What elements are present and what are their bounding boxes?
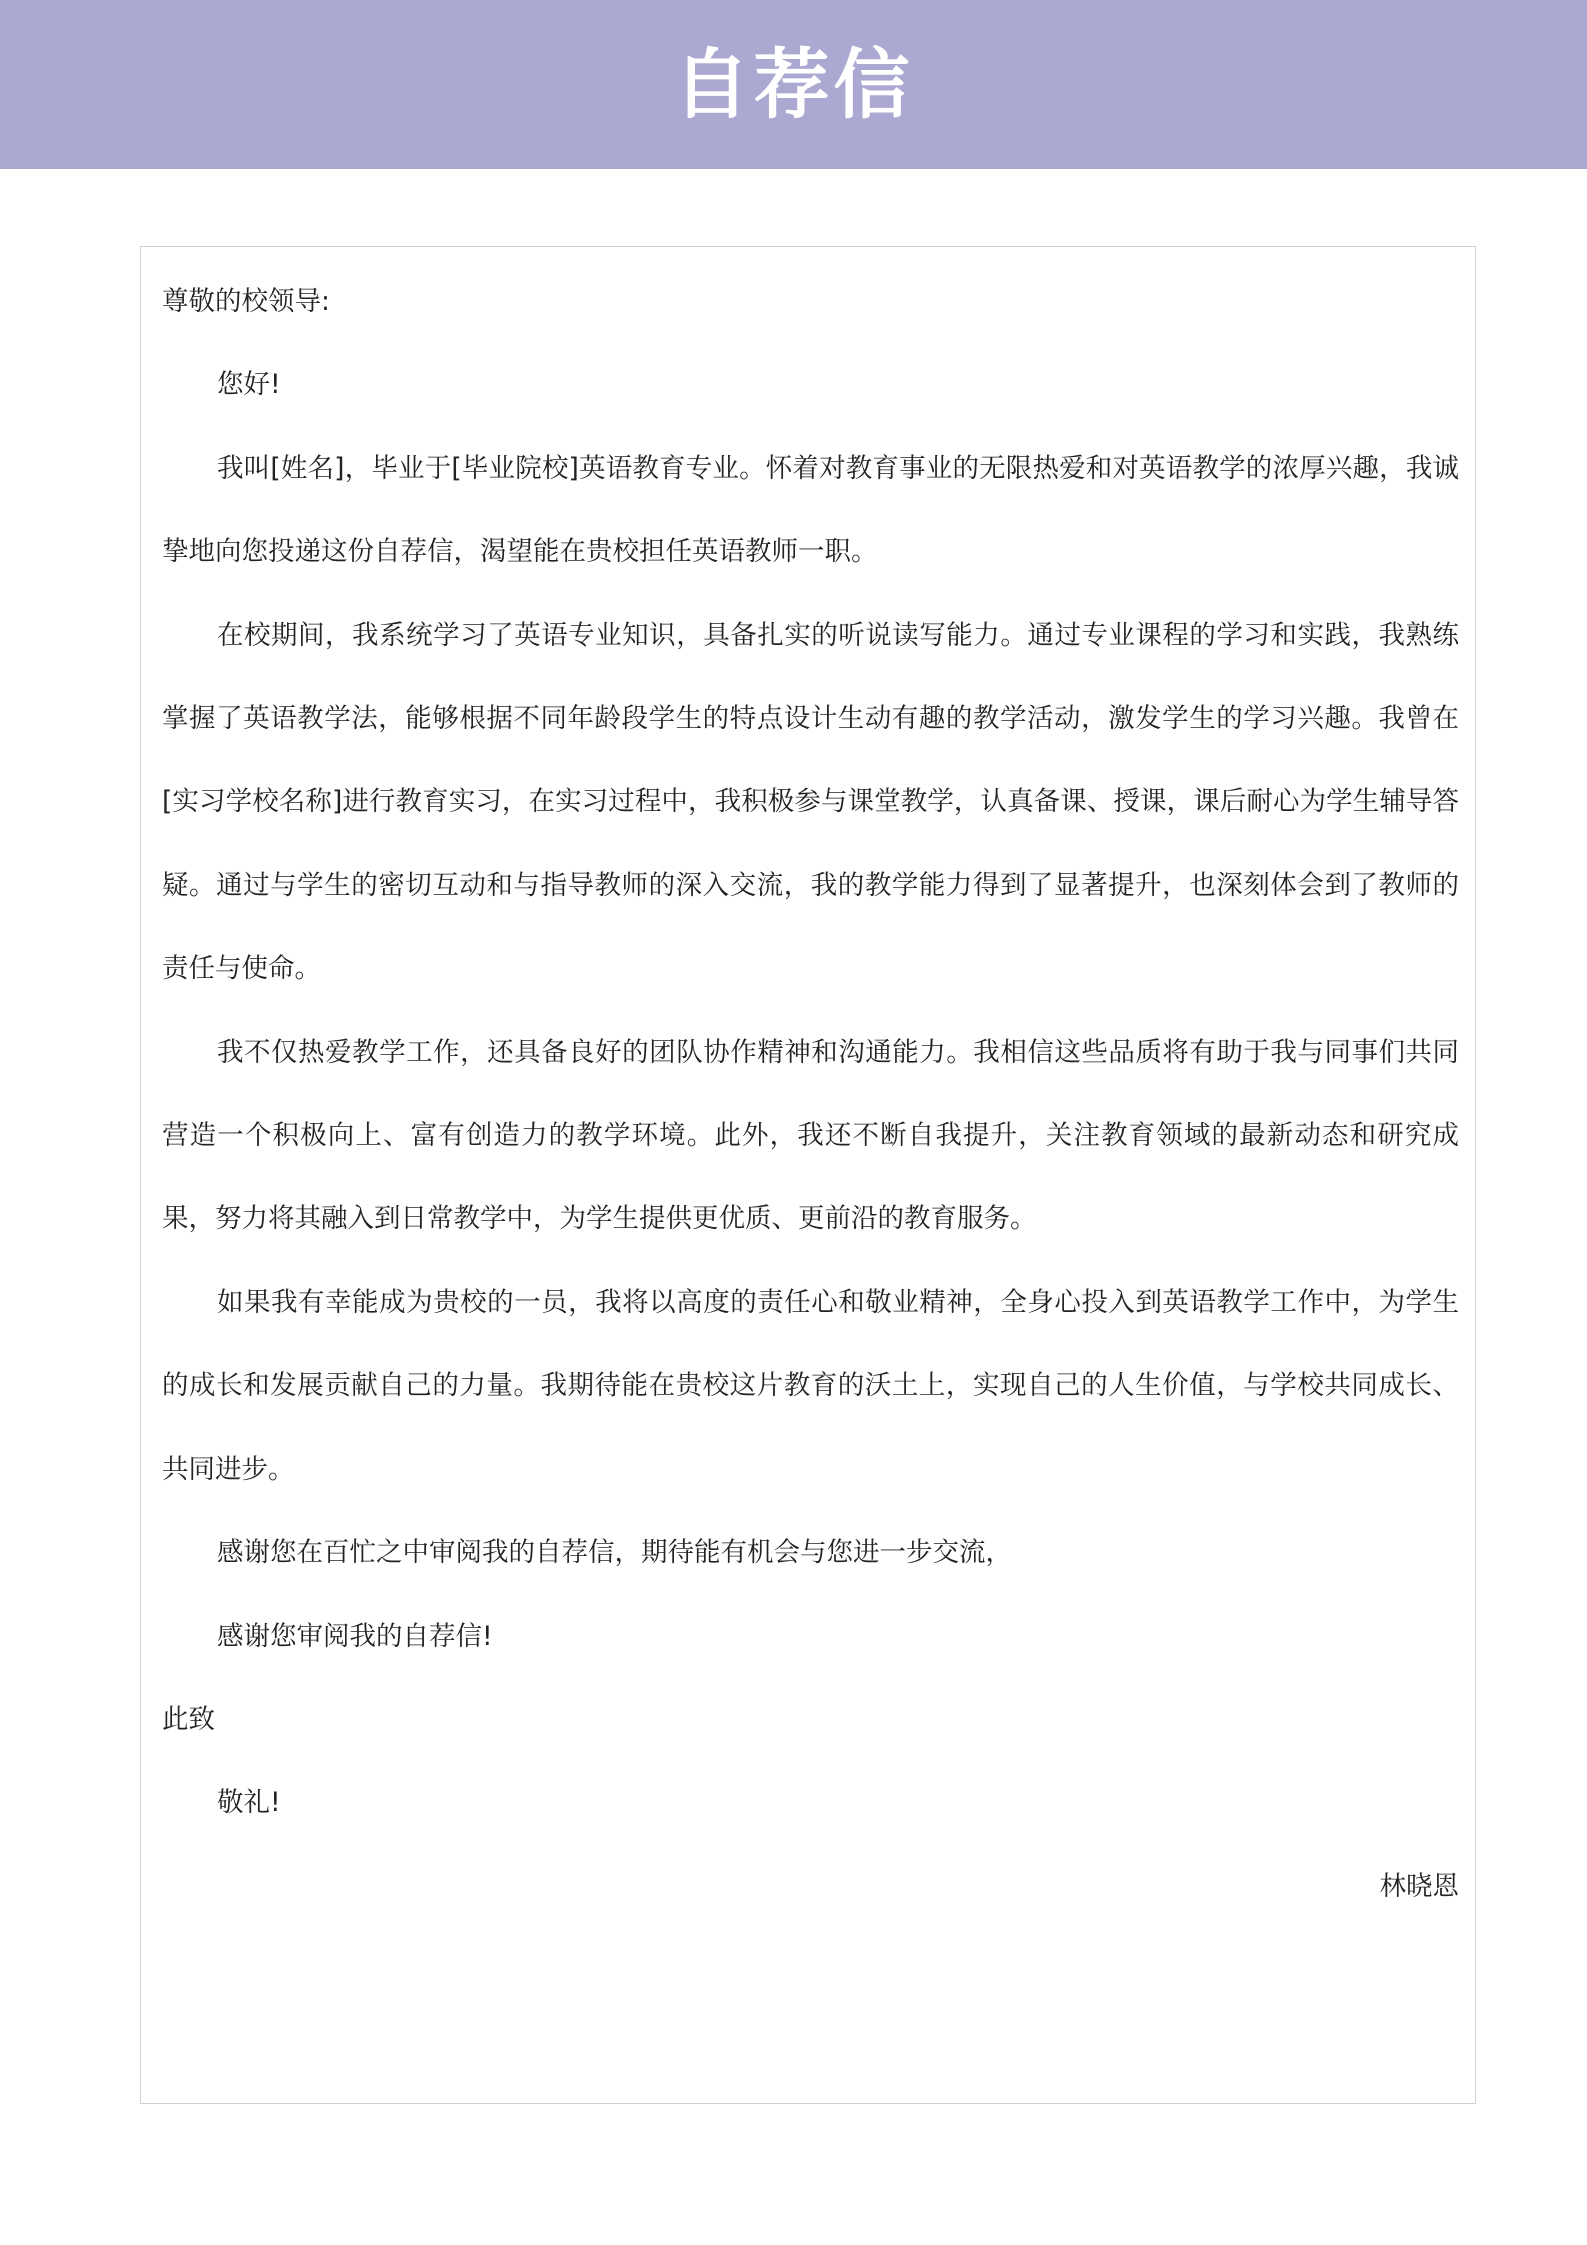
letter-salutation: 尊敬的校领导: bbox=[162, 286, 330, 317]
letter-box bbox=[140, 246, 1476, 2104]
letter-paragraph: 感谢您审阅我的自荐信! bbox=[217, 1620, 493, 1652]
letter-regards: 敬礼! bbox=[217, 1787, 281, 1819]
page-title: 自荐信 bbox=[673, 39, 914, 129]
letter-paragraph: 在校期间，我系统学习了英语专业知识，具备扎实的听说读写能力。通过专业课程的学习和实践，我熟练掌握了英语教学法，能够根据不同年龄段学生的特点设计生动有趣的教学活动，激发学生的学习兴趣。我曾在[实习学校名称]进行教育实习，在实习过程中，我积极参与课堂教学，认真备课、授课，课后耐心为学生辅导答疑。通过与学生的密切互动和与指导教师的深入交流，我的教学能力得到了显著提升，也深刻体会到了教师的责任与使命。 bbox=[162, 619, 1459, 985]
header-banner bbox=[0, 0, 1587, 169]
letter-body bbox=[162, 247, 1459, 1928]
letter-paragraph: 如果我有幸能成为贵校的一员，我将以高度的责任心和敬业精神，全身心投入到英语教学工作中，为学生的成长和发展贡献自己的力量。我期待能在贵校这片教育的沃土上，实现自己的人生价值，与学校共同成长、共同进步。 bbox=[162, 1286, 1459, 1485]
letter-paragraph: 我不仅热爱教学工作，还具备良好的团队协作精神和沟通能力。我相信这些品质将有助于我与同事们共同营造一个积极向上、富有创造力的教学环境。此外，我还不断自我提升，关注教育领域的最新动态和研究成果，努力将其融入到日常教学中，为学生提供更优质、更前沿的教育服务。 bbox=[162, 1036, 1459, 1235]
letter-closing: 此致 bbox=[162, 1703, 215, 1735]
letter-paragraph: 感谢您在百忙之中审阅我的自荐信，期待能有机会与您进一步交流， bbox=[217, 1537, 1012, 1569]
letter-paragraph: 我叫[姓名]，毕业于[毕业院校]英语教育专业。怀着对教育事业的无限热爱和对英语教学的浓厚兴趣，我诚挚地向您投递这份自荐信，渴望能在贵校担任英语教师一职。 bbox=[162, 452, 1459, 568]
letter-greeting: 您好! bbox=[217, 369, 281, 401]
letter-signature: 林晓恩 bbox=[1379, 1870, 1459, 1902]
